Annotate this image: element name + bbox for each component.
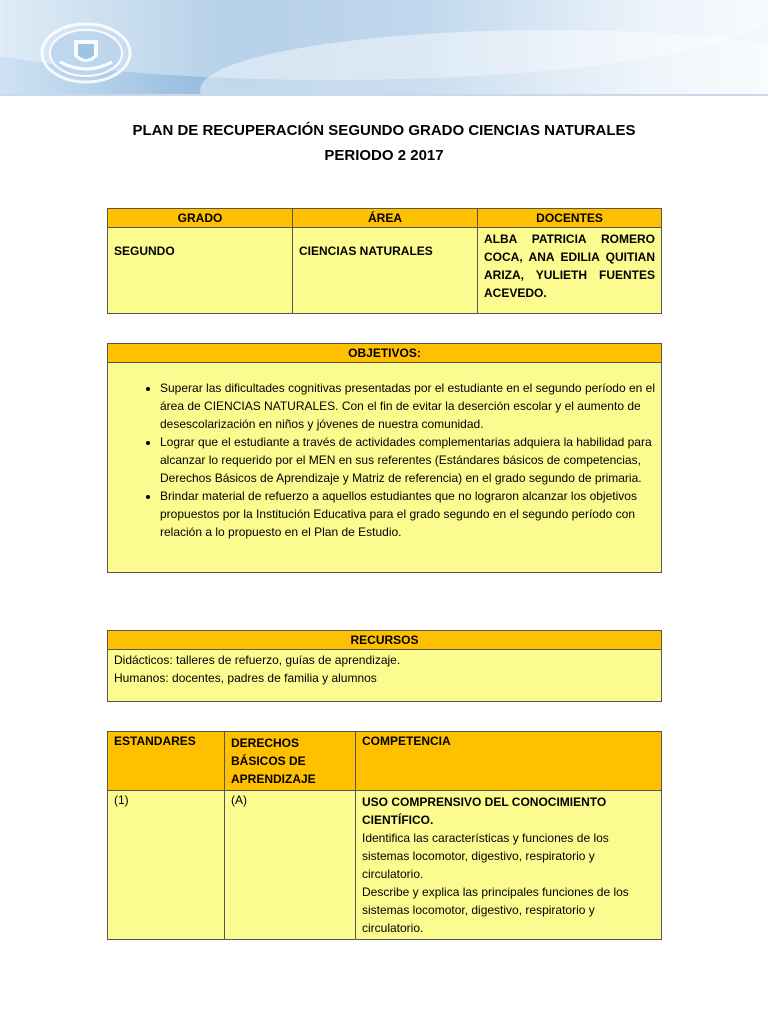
header-area: ÁREA xyxy=(293,209,478,228)
recursos-body xyxy=(108,650,662,702)
estandares-value: (1) xyxy=(108,791,225,940)
objetivos-list xyxy=(114,379,655,541)
list-item: • Superar las dificultades cognitivas presentadas por el estudiante en el segundo período en el área de CIENCIAS NATURALES. Con el fin de evitar la deserción escolar y el aumento de desescolarización en niños y jóvenes de nuestra comunidad. xyxy=(160,379,655,433)
recursos-header: RECURSOS xyxy=(108,631,662,650)
competencia-title: USO COMPRENSIVO DEL CONOCIMIENTO CIENTÍFICO. xyxy=(362,795,607,827)
objetivos-body xyxy=(108,363,662,573)
header-banner xyxy=(0,0,768,96)
info-table xyxy=(107,208,662,314)
document-title: PLAN DE RECUPERACIÓN SEGUNDO GRADO CIENCIAS NATURALES xyxy=(132,122,636,139)
header-derechos: DERECHOS BÁSICOS DE APRENDIZAJE xyxy=(225,732,356,791)
competencia-text-1: Identifica las características y funciones de los sistemas locomotor, digestivo, respiratorio y circulatorio. xyxy=(362,831,609,881)
list-item: • Lograr que el estudiante a través de actividades complementarias adquiera la habilidad para alcanzar lo requerido por el MEN en sus referentes (Estándares básicos de competencias, Derechos Básicos de Aprendizaje y Matriz de referencia) en el grado segundo de primaria. xyxy=(160,433,655,487)
header-grado: GRADO xyxy=(108,209,293,228)
competencia-text-2: Describe y explica las principales funciones de los sistemas locomotor, digestivo, respiratorio y circulatorio. xyxy=(362,885,629,935)
area-value: CIENCIAS NATURALES xyxy=(293,228,478,314)
recursos-table xyxy=(107,630,662,702)
document-subtitle: PERIODO 2 2017 xyxy=(324,147,444,164)
objetivos-header: OBJETIVOS: xyxy=(108,344,662,363)
list-item: • Brindar material de refuerzo a aquellos estudiantes que no lograron alcanzar los objetivos propuestos por la Institución Educativa para el grado segundo en el segundo período con relación a lo propuesto en el Plan de Estudio. xyxy=(160,487,655,541)
school-crest-logo-icon xyxy=(40,22,132,84)
header-docentes: DOCENTES xyxy=(478,209,662,228)
competencia-body xyxy=(356,791,662,940)
grado-value: SEGUNDO xyxy=(108,228,293,314)
docentes-value: ALBA PATRICIA ROMERO COCA, ANA EDILIA QUITIAN ARIZA, YULIETH FUENTES ACEVEDO. xyxy=(478,228,662,314)
objetivos-table xyxy=(107,343,662,573)
competencia-table xyxy=(107,731,662,940)
recursos-didacticos: Didácticos: talleres de refuerzo, guías de aprendizaje. xyxy=(114,653,401,667)
recursos-humanos: Humanos: docentes, padres de familia y alumnos xyxy=(114,671,377,685)
derechos-value: (A) xyxy=(225,791,356,940)
header-competencia: COMPETENCIA xyxy=(356,732,662,791)
header-divider xyxy=(0,94,768,96)
header-estandares: ESTANDARES xyxy=(108,732,225,791)
